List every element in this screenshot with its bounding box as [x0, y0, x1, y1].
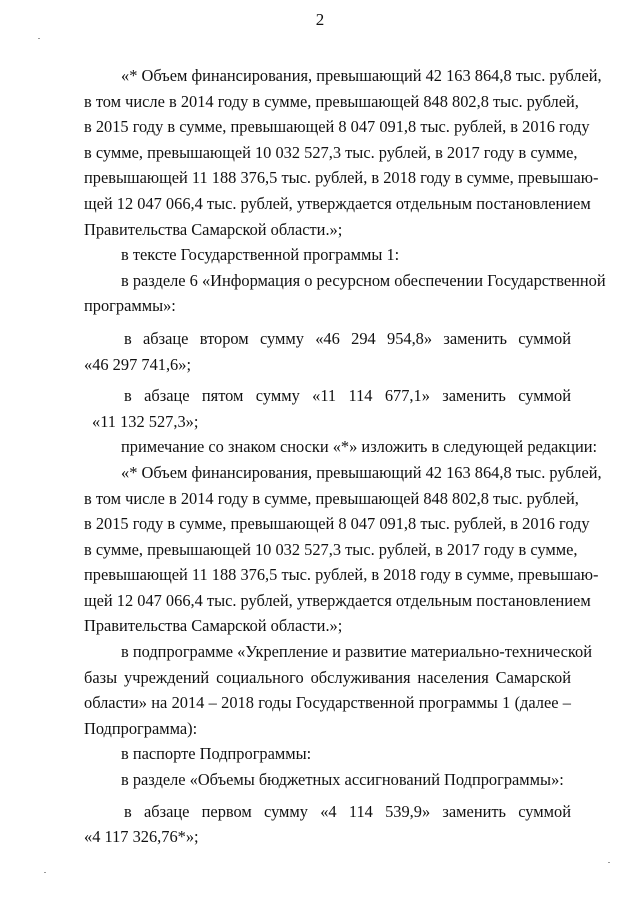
document-body	[84, 63, 606, 850]
text-line: в разделе 6 «Информация о ресурсном обеспечении Государственной	[121, 270, 606, 290]
text-line: превышающей 11 188 376,5 тыс. рублей, в 2018 году в сумме, превышаю-	[84, 565, 599, 585]
text-line: в том числе в 2014 году в сумме, превышающей 848 802,8 тыс. рублей,	[84, 488, 579, 508]
paragraph-passport	[84, 741, 571, 767]
scan-speck	[608, 862, 610, 863]
paragraph-fifth-abzac	[84, 383, 571, 434]
text-line: в 2015 году в сумме, превышающей 8 047 091,8 тыс. рублей, в 2016 году	[84, 117, 590, 137]
text-line: в абзаце пятом сумму «11 114 677,1» заменить суммой	[124, 386, 571, 406]
text-line: в тексте Государственной программы 1:	[121, 245, 400, 265]
text-line: щей 12 047 066,4 тыс. рублей, утверждается отдельным постановлением	[84, 193, 591, 213]
text-line: превышающей 11 188 376,5 тыс. рублей, в 2018 году в сумме, превышаю-	[84, 168, 599, 188]
paragraph-first-abzac	[84, 799, 571, 850]
text-line: Правительства Самарской области.»;	[84, 219, 343, 239]
text-line: в абзаце втором сумму «46 294 954,8» заменить суммой	[124, 328, 571, 348]
paragraph-section-6	[84, 268, 606, 319]
paragraph-footnote-note	[84, 434, 598, 460]
text-line: программы»:	[84, 296, 176, 316]
text-line: в 2015 году в сумме, превышающей 8 047 091,8 тыс. рублей, в 2016 году	[84, 514, 590, 534]
text-line: «11 132 527,3»;	[92, 411, 199, 431]
paragraph-subprogram	[84, 639, 592, 741]
text-line: «* Объем финансирования, превышающий 42 163 864,8 тыс. рублей,	[121, 462, 602, 482]
spacer	[84, 319, 571, 326]
scan-speck	[44, 872, 46, 873]
paragraph-footnote-new	[84, 460, 602, 639]
text-line: Подпрограмма):	[84, 718, 198, 738]
text-line: «46 297 741,6»;	[84, 354, 191, 374]
text-line: в сумме, превышающей 10 032 527,3 тыс. рублей, в 2017 году в сумме,	[84, 539, 578, 559]
text-line: области» на 2014 – 2018 годы Государственной программы 1 (далее –	[84, 693, 571, 713]
text-line: в разделе «Объемы бюджетных ассигнований Подпрограммы»:	[121, 770, 564, 790]
text-line: в сумме, превышающей 10 032 527,3 тыс. рублей, в 2017 году в сумме,	[84, 142, 578, 162]
text-line: в абзаце первом сумму «4 114 539,9» заменить суммой	[124, 801, 571, 821]
paragraph-program-text	[84, 242, 571, 268]
text-line: базы учреждений социального обслуживания населения Самарской	[84, 667, 571, 687]
text-line: примечание со знаком сноски «*» изложить в следующей редакции:	[121, 437, 598, 457]
paragraph-budget-section	[84, 767, 571, 793]
page-number: 2	[315, 10, 325, 29]
text-line: в подпрограмме «Укрепление и развитие материально-технической	[121, 642, 592, 662]
text-line: Правительства Самарской области.»;	[84, 616, 343, 636]
paragraph-footnote-original	[84, 63, 602, 242]
paragraph-second-abzac	[84, 326, 571, 377]
text-line: «4 117 326,76*»;	[84, 827, 199, 847]
text-line: в паспорте Подпрограммы:	[121, 744, 312, 764]
text-line: в том числе в 2014 году в сумме, превышающей 848 802,8 тыс. рублей,	[84, 91, 579, 111]
text-line: «* Объем финансирования, превышающий 42 163 864,8 тыс. рублей,	[121, 66, 602, 85]
text-line: щей 12 047 066,4 тыс. рублей, утверждается отдельным постановлением	[84, 590, 591, 610]
scan-speck	[38, 38, 40, 39]
